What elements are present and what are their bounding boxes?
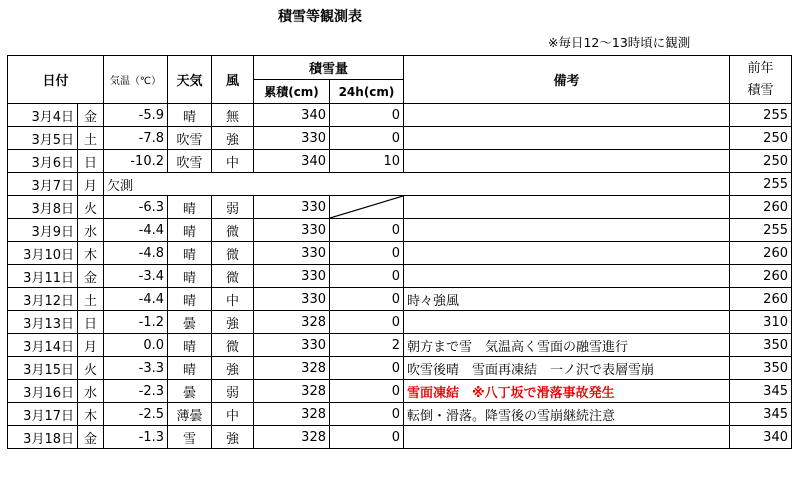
- weather-cell: 晴: [168, 357, 212, 380]
- weather-cell: 晴: [168, 104, 212, 127]
- prev-year-cell: 255: [730, 104, 792, 127]
- snow-total-cell: 340: [254, 104, 330, 127]
- temp-cell: -2.3: [104, 380, 168, 403]
- temp-cell: -4.8: [104, 242, 168, 265]
- day-of-week-cell: 月: [78, 173, 104, 196]
- table-row: [8, 104, 792, 127]
- remark-cell: [404, 311, 730, 334]
- wind-cell: 微: [212, 334, 254, 357]
- snow-24h-cell: 0: [330, 403, 404, 426]
- snow-24h-cell: 0: [330, 104, 404, 127]
- wind-cell: 微: [212, 265, 254, 288]
- header-prev-line2: 積雪: [747, 82, 774, 98]
- wind-cell: 強: [212, 426, 254, 449]
- table-row: [8, 265, 792, 288]
- date-cell: 3月10日: [8, 242, 78, 265]
- day-of-week-cell: 金: [78, 265, 104, 288]
- snow-total-cell: 330: [254, 334, 330, 357]
- temp-cell: -3.3: [104, 357, 168, 380]
- table-row: [8, 150, 792, 173]
- day-of-week-cell: 月: [78, 334, 104, 357]
- snow-total-cell: 328: [254, 357, 330, 380]
- header-wind: 風: [212, 56, 254, 104]
- table-row: [8, 403, 792, 426]
- prev-year-cell: 260: [730, 265, 792, 288]
- snow-24h-cell: 0: [330, 265, 404, 288]
- prev-year-cell: 250: [730, 150, 792, 173]
- header-snow-24h: 24h(cm): [330, 80, 404, 104]
- header-snow-total: 累積(cm): [254, 80, 330, 104]
- weather-cell: 晴: [168, 196, 212, 219]
- snow-total-cell: 328: [254, 311, 330, 334]
- weather-cell: 吹雪: [168, 150, 212, 173]
- snow-24h-cell: 0: [330, 219, 404, 242]
- wind-cell: 強: [212, 357, 254, 380]
- remark-cell: [404, 219, 730, 242]
- day-of-week-cell: 水: [78, 219, 104, 242]
- temp-cell: 0.0: [104, 334, 168, 357]
- snow-total-cell: 330: [254, 127, 330, 150]
- date-cell: 3月18日: [8, 426, 78, 449]
- snow-total-cell: 328: [254, 403, 330, 426]
- wind-cell: 中: [212, 403, 254, 426]
- weather-cell: 雪: [168, 426, 212, 449]
- remark-cell: 朝方まで雪 気温高く雪面の融雪進行: [404, 334, 730, 357]
- day-of-week-cell: 金: [78, 104, 104, 127]
- day-of-week-cell: 土: [78, 127, 104, 150]
- prev-year-cell: 255: [730, 173, 792, 196]
- table-row: [8, 357, 792, 380]
- snow-24h-cell: 0: [330, 242, 404, 265]
- wind-cell: 弱: [212, 196, 254, 219]
- prev-year-cell: 260: [730, 196, 792, 219]
- remark-cell: [404, 150, 730, 173]
- weather-cell: 晴: [168, 242, 212, 265]
- date-cell: 3月8日: [8, 196, 78, 219]
- day-of-week-cell: 日: [78, 311, 104, 334]
- observation-note: ※毎日12～13時頃に観測: [548, 35, 691, 50]
- prev-year-cell: 310: [730, 311, 792, 334]
- wind-cell: 無: [212, 104, 254, 127]
- day-of-week-cell: 木: [78, 403, 104, 426]
- wind-cell: 微: [212, 242, 254, 265]
- weather-cell: 曇: [168, 311, 212, 334]
- day-of-week-cell: 金: [78, 426, 104, 449]
- table-row: [8, 196, 792, 219]
- remark-cell: [404, 104, 730, 127]
- prev-year-cell: 350: [730, 334, 792, 357]
- remark-cell: [404, 265, 730, 288]
- diagonal-slash: [330, 196, 403, 218]
- snow-24h-cell: 0: [330, 127, 404, 150]
- weather-cell: 晴: [168, 219, 212, 242]
- snow-24h-slash-cell: [330, 196, 404, 219]
- wind-cell: 強: [212, 127, 254, 150]
- snow-24h-cell: 0: [330, 357, 404, 380]
- temp-cell: -4.4: [104, 288, 168, 311]
- snow-24h-cell: 0: [330, 311, 404, 334]
- snow-24h-cell: 2: [330, 334, 404, 357]
- wind-cell: 強: [212, 311, 254, 334]
- page-title: 積雪等観測表: [278, 9, 362, 25]
- date-cell: 3月12日: [8, 288, 78, 311]
- day-of-week-cell: 火: [78, 357, 104, 380]
- prev-year-cell: 345: [730, 403, 792, 426]
- prev-year-cell: 260: [730, 242, 792, 265]
- table-row: [8, 288, 792, 311]
- date-cell: 3月16日: [8, 380, 78, 403]
- remark-cell: [404, 242, 730, 265]
- weather-cell: 薄曇: [168, 403, 212, 426]
- missing-cell: 欠測: [104, 173, 730, 196]
- day-of-week-cell: 土: [78, 288, 104, 311]
- remark-cell: 時々強風: [404, 288, 730, 311]
- wind-cell: 中: [212, 150, 254, 173]
- header-weather: 天気: [168, 56, 212, 104]
- table-row: [8, 173, 792, 196]
- header-temp: 気温（℃）: [104, 56, 168, 104]
- wind-cell: 弱: [212, 380, 254, 403]
- date-cell: 3月17日: [8, 403, 78, 426]
- temp-cell: -3.4: [104, 265, 168, 288]
- prev-year-cell: 345: [730, 380, 792, 403]
- weather-cell: 吹雪: [168, 127, 212, 150]
- wind-cell: 中: [212, 288, 254, 311]
- prev-year-cell: 350: [730, 357, 792, 380]
- snow-total-cell: 330: [254, 242, 330, 265]
- temp-cell: -1.2: [104, 311, 168, 334]
- header-snow-group: 積雪量: [254, 56, 404, 80]
- table-row: [8, 242, 792, 265]
- remark-cell: 雪面凍結 ※八丁坂で滑落事故発生: [404, 380, 730, 403]
- snow-total-cell: 330: [254, 288, 330, 311]
- snow-24h-cell: 10: [330, 150, 404, 173]
- remark-cell: [404, 127, 730, 150]
- temp-cell: -6.3: [104, 196, 168, 219]
- table-row: [8, 127, 792, 150]
- snow-total-cell: 328: [254, 380, 330, 403]
- date-cell: 3月13日: [8, 311, 78, 334]
- temp-cell: -7.8: [104, 127, 168, 150]
- date-cell: 3月9日: [8, 219, 78, 242]
- date-cell: 3月7日: [8, 173, 78, 196]
- date-cell: 3月5日: [8, 127, 78, 150]
- weather-cell: 晴: [168, 334, 212, 357]
- header-prev-line1: 前年: [747, 60, 774, 76]
- wind-cell: 微: [212, 219, 254, 242]
- header-prev-year: [730, 56, 792, 104]
- header-remarks: 備考: [404, 56, 730, 104]
- prev-year-cell: 260: [730, 288, 792, 311]
- snow-observation-table: [7, 55, 792, 449]
- table-row: [8, 426, 792, 449]
- prev-year-cell: 255: [730, 219, 792, 242]
- temp-cell: -5.9: [104, 104, 168, 127]
- snow-total-cell: 330: [254, 219, 330, 242]
- remark-cell: 吹雪後晴 雪面再凍結 一ノ沢で表層雪崩: [404, 357, 730, 380]
- snow-total-cell: 328: [254, 426, 330, 449]
- prev-year-cell: 340: [730, 426, 792, 449]
- prev-year-cell: 250: [730, 127, 792, 150]
- date-cell: 3月6日: [8, 150, 78, 173]
- date-cell: 3月14日: [8, 334, 78, 357]
- remark-cell: 転倒・滑落。降雪後の雪崩継続注意: [404, 403, 730, 426]
- snow-total-cell: 330: [254, 265, 330, 288]
- remark-cell: [404, 426, 730, 449]
- day-of-week-cell: 火: [78, 196, 104, 219]
- table-row: [8, 219, 792, 242]
- weather-cell: 曇: [168, 380, 212, 403]
- temp-cell: -10.2: [104, 150, 168, 173]
- snow-24h-cell: 0: [330, 380, 404, 403]
- snow-24h-cell: 0: [330, 426, 404, 449]
- snow-total-cell: 340: [254, 150, 330, 173]
- table-row: [8, 380, 792, 403]
- weather-cell: 晴: [168, 265, 212, 288]
- table-row: [8, 334, 792, 357]
- snow-total-cell: 330: [254, 196, 330, 219]
- temp-cell: -4.4: [104, 219, 168, 242]
- date-cell: 3月4日: [8, 104, 78, 127]
- day-of-week-cell: 日: [78, 150, 104, 173]
- header-date: 日付: [8, 56, 104, 104]
- date-cell: 3月11日: [8, 265, 78, 288]
- table-row: [8, 311, 792, 334]
- date-cell: 3月15日: [8, 357, 78, 380]
- snow-24h-cell: 0: [330, 288, 404, 311]
- day-of-week-cell: 木: [78, 242, 104, 265]
- weather-cell: 晴: [168, 288, 212, 311]
- temp-cell: -2.5: [104, 403, 168, 426]
- remark-cell: [404, 196, 730, 219]
- day-of-week-cell: 水: [78, 380, 104, 403]
- temp-cell: -1.3: [104, 426, 168, 449]
